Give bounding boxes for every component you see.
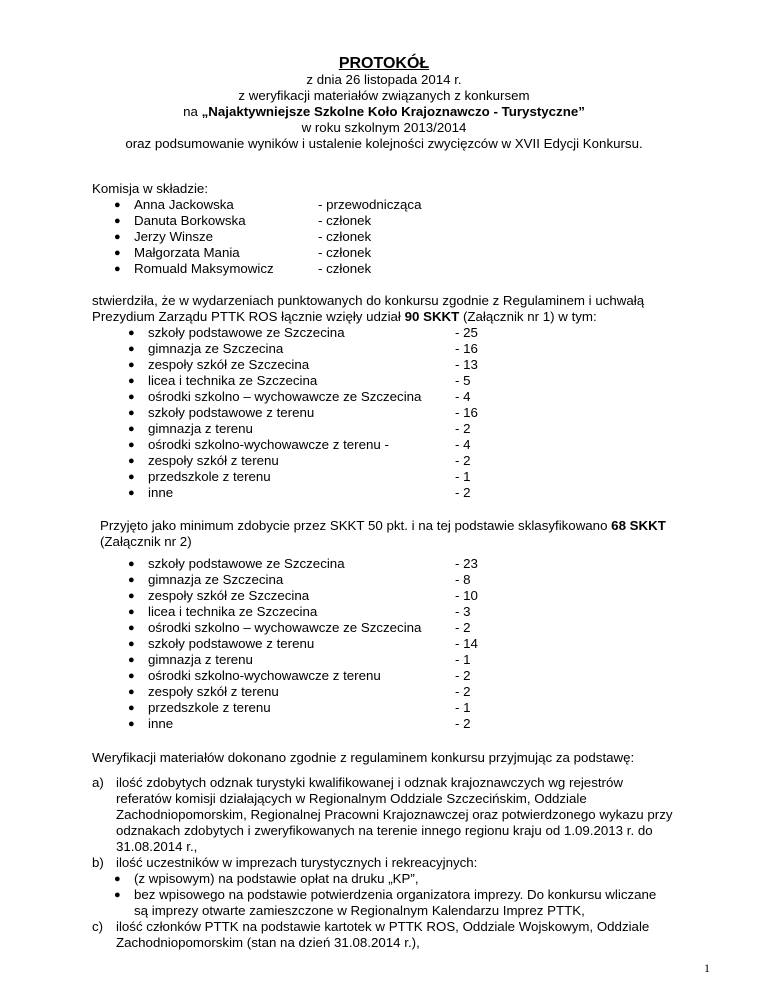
bullet-icon: ● (128, 407, 135, 419)
header-summary-line: oraz podsumowanie wyników i ustalenie kolejności zwycięzców w XVII Edycji Konkursu. (125, 136, 643, 151)
paragraph-1-line-2 (92, 309, 597, 325)
list-item-value: - 2 (455, 453, 471, 468)
list-item-label: inne (148, 716, 174, 731)
bullet-icon: ● (128, 590, 135, 602)
item-b-sub-2-line: są imprezy otwarte zamieszczone w Regionalnym Kalendarzu Imprez PTTK, (134, 903, 585, 918)
item-b-line: ilość uczestników w imprezach turystycznych i rekreacyjnych: (116, 855, 478, 870)
bullet-icon: ● (128, 574, 135, 586)
bullet-icon: ● (128, 670, 135, 682)
item-a-line: referatów komisji działających w Regionalnym Oddziale Szczecińskim, Oddziale (116, 791, 587, 806)
bullet-icon: ● (128, 638, 135, 650)
list-item-value: - 2 (455, 485, 471, 500)
list-item-label: zespoły szkół z terenu (148, 453, 279, 468)
bullet-icon: ● (128, 455, 135, 467)
list-item-label: ośrodki szkolno-wychowawcze z terenu - (148, 437, 389, 452)
list-item-value: - 2 (455, 620, 471, 635)
bullet-icon: ● (128, 558, 135, 570)
commission-intro: Komisja w składzie: (92, 181, 209, 196)
member-role: - członek (318, 261, 372, 276)
paragraph-3: Weryfikacji materiałów dokonano zgodnie z regulaminem konkursu przyjmując za podstawę: (92, 750, 635, 765)
bullet-icon: ● (128, 359, 135, 371)
item-c-line: ilość członków PTTK na podstawie kartotek w PTTK ROS, Oddziale Wojskowym, Oddziale (116, 919, 650, 934)
item-c-marker: c) (92, 919, 104, 934)
list-item-label: zespoły szkół ze Szczecina (148, 357, 310, 372)
list-item-label: zespoły szkół ze Szczecina (148, 588, 310, 603)
list-item-label: gimnazja z terenu (148, 421, 253, 436)
member-name: Jerzy Winsze (134, 229, 214, 244)
member-role: - przewodnicząca (318, 197, 422, 212)
member-role: - członek (318, 213, 372, 228)
text-span: (Załącznik nr 1) w tym: (459, 309, 597, 324)
list-item-label: szkoły podstawowe ze Szczecina (148, 325, 345, 340)
bullet-icon: ● (128, 471, 135, 483)
list-item-value: - 2 (455, 421, 471, 436)
list-item-label: ośrodki szkolno – wychowawcze ze Szczecina (148, 620, 422, 635)
item-a-line: odznakach zdobytych i zweryfikowanych na terenie innego regionu kraju od 1.09.2013 r. do (116, 823, 653, 838)
list-item-label: zespoły szkół z terenu (148, 684, 279, 699)
classified-skkt: 68 SKKT (611, 518, 666, 533)
member-name: Romuald Maksymowicz (134, 261, 274, 276)
total-skkt: 90 SKKT (404, 309, 460, 324)
bullet-icon: ● (114, 231, 121, 243)
paragraph-1-line-1: stwierdziła, że w wydarzeniach punktowanych do konkursu zgodnie z Regulaminem i uchwałą (92, 293, 645, 308)
list-item-value: - 23 (455, 556, 478, 571)
list-item-label: ośrodki szkolno-wychowawcze z terenu (148, 668, 381, 683)
bullet-icon: ● (128, 686, 135, 698)
bullet-icon: ● (128, 718, 135, 730)
item-a-line: ilość zdobytych odznak turystyki kwalifikowanej i odznak krajoznawczych wg rejestrów (116, 775, 623, 790)
bullet-icon: ● (128, 487, 135, 499)
bullet-icon: ● (114, 199, 121, 211)
header-contest-line (0, 104, 768, 120)
item-c-line: Zachodniopomorskim (stan na dzień 31.08.2014 r.), (116, 935, 420, 950)
page-number: 1 (704, 961, 710, 975)
list-item-value: - 2 (455, 684, 471, 699)
list-item-label: gimnazja z terenu (148, 652, 253, 667)
bullet-icon: ● (114, 263, 121, 275)
list-item-label: ośrodki szkolno – wychowawcze ze Szczecina (148, 389, 422, 404)
header-date-line: z dnia 26 listopada 2014 r. (306, 72, 462, 87)
list-item-label: gimnazja ze Szczecina (148, 341, 284, 356)
member-name: Anna Jackowska (134, 197, 234, 212)
item-a-line: Zachodniopomorskim, Regionalnej Pracowni Krajoznawczej oraz potwierdzonego wykazu przy (116, 807, 673, 822)
list-item-label: szkoły podstawowe ze Szczecina (148, 556, 345, 571)
document-title: PROTOKÓŁ (338, 55, 430, 72)
bullet-icon: ● (128, 439, 135, 451)
list-item-value: - 1 (455, 652, 471, 667)
list-item-value: - 8 (455, 572, 471, 587)
item-b-sub-1: (z wpisowym) na podstawie opłat na druku „KP”, (134, 871, 419, 886)
list-item-label: licea i technika ze Szczecina (148, 604, 318, 619)
item-a-line: 31.08.2014 r., (116, 839, 198, 854)
bullet-icon: ● (114, 873, 121, 885)
list-item-value: - 25 (455, 325, 478, 340)
header-school-year-line: w roku szkolnym 2013/2014 (301, 120, 467, 135)
list-item-value: - 3 (455, 604, 471, 619)
text-span: Przyjęto jako minimum zdobycie przez SKKT 50 pkt. i na tej podstawie sklasyfikowano (100, 518, 612, 533)
list-item-value: - 16 (455, 341, 478, 356)
list-item-label: gimnazja ze Szczecina (148, 572, 284, 587)
item-b-marker: b) (92, 855, 104, 870)
paragraph-2-line-2: (Załącznik nr 2) (100, 534, 192, 549)
bullet-icon: ● (128, 654, 135, 666)
bullet-icon: ● (114, 247, 121, 259)
bullet-icon: ● (114, 889, 121, 901)
list-item-value: - 13 (455, 357, 478, 372)
bullet-icon: ● (128, 343, 135, 355)
member-role: - członek (318, 229, 372, 244)
bullet-icon: ● (128, 606, 135, 618)
member-role: - członek (318, 245, 372, 260)
list-item-value: - 2 (455, 668, 471, 683)
list-item-value: - 16 (455, 405, 478, 420)
contest-name: „Najaktywniejsze Szkolne Koło Krajoznawczo - Turystyczne” (201, 104, 585, 119)
list-item-label: przedszkole z terenu (148, 469, 271, 484)
bullet-icon: ● (128, 423, 135, 435)
item-b-sub-2-line: bez wpisowego na podstawie potwierdzenia organizatora imprezy. Do konkursu wliczane (134, 887, 657, 902)
bullet-icon: ● (128, 622, 135, 634)
bullet-icon: ● (128, 327, 135, 339)
list-item-label: szkoły podstawowe z terenu (148, 405, 315, 420)
list-item-value: - 1 (455, 469, 471, 484)
member-name: Małgorzata Mania (134, 245, 240, 260)
list-item-value: - 4 (455, 389, 471, 404)
list-item-value: - 4 (455, 437, 471, 452)
list-item-label: przedszkole z terenu (148, 700, 271, 715)
bullet-icon: ● (114, 215, 121, 227)
member-name: Danuta Borkowska (134, 213, 246, 228)
list-item-label: licea i technika ze Szczecina (148, 373, 318, 388)
bullet-icon: ● (128, 375, 135, 387)
item-a-marker: a) (92, 775, 104, 790)
list-item-label: inne (148, 485, 174, 500)
list-item-label: szkoły podstawowe z terenu (148, 636, 315, 651)
text-span: Prezydium Zarządu PTTK ROS łącznie wzięły udział (92, 309, 405, 324)
list-item-value: - 1 (455, 700, 471, 715)
list-item-value: - 2 (455, 716, 471, 731)
list-item-value: - 5 (455, 373, 471, 388)
list-item-value: - 14 (455, 636, 478, 651)
bullet-icon: ● (128, 702, 135, 714)
bullet-icon: ● (128, 391, 135, 403)
header-subject-line: z weryfikacji materiałów związanych z konkursem (238, 88, 530, 103)
contest-prefix: na (183, 104, 202, 119)
list-item-value: - 10 (455, 588, 478, 603)
paragraph-2-line-1 (100, 518, 666, 534)
